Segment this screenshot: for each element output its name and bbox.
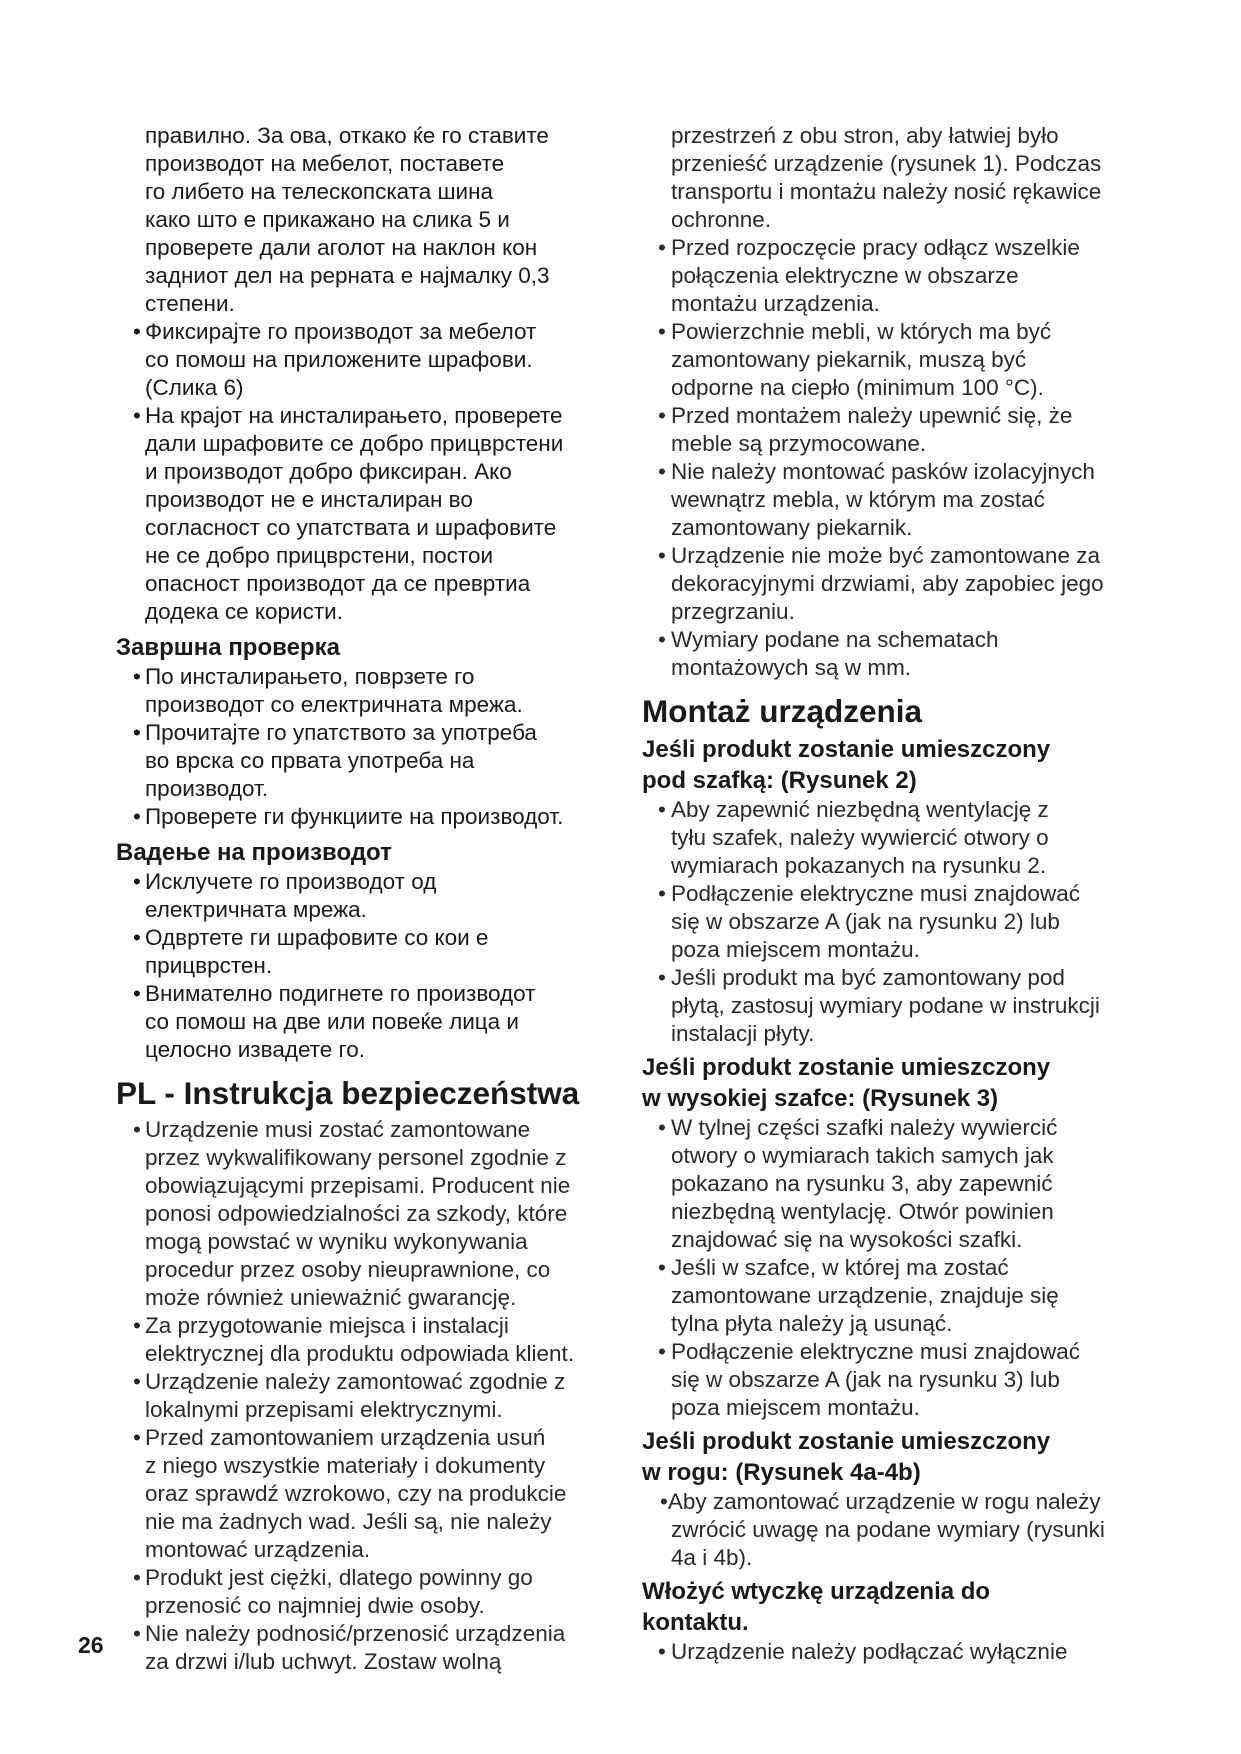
text-line: со помош на приложените шрафови. (145, 347, 533, 372)
right-column (642, 122, 1142, 1666)
text-line: otwory o wymiarach takich samych jak (671, 1143, 1054, 1168)
text-line: obowiązującymi przepisami. Producent nie (145, 1173, 571, 1198)
text-line: • Проверете ги функциите на производот. (145, 804, 564, 829)
text-line: zamontowane urządzenie, znajduje się (671, 1283, 1059, 1308)
text-line: elektrycznej dla produktu odpowiada klient. (145, 1341, 575, 1366)
heading-final-check: Завршна проверка (116, 634, 340, 661)
text-line: (Слика 6) (145, 375, 244, 400)
text-line: kontaktu. (642, 1609, 749, 1636)
text-line: Jeśli produkt zostanie umieszczony (642, 736, 1051, 763)
list-item (116, 1312, 636, 1368)
text-line: odporne na ciepło (minimum 100 °C). (671, 375, 1044, 400)
text-line: • Podłączenie elektryczne musi znajdować (671, 1339, 1080, 1364)
text-line: не се добро прицврстени, постои (145, 543, 494, 568)
list-item (116, 924, 636, 980)
text-line: Jeśli produkt zostanie umieszczony (642, 1054, 1051, 1081)
text-line: дали шрафовите се добро прицврстени (145, 431, 564, 456)
text-line: nie ma żadnych wad. Jeśli są, nie należy (145, 1509, 552, 1534)
text-line: производот со електричната мрежа. (145, 692, 523, 717)
text-line: tyłu szafek, należy wywiercić otwory o (671, 825, 1049, 850)
text-line: • Urządzenie musi zostać zamontowane (145, 1117, 531, 1142)
text-line: przenosić co najmniej dwie osoby. (145, 1593, 485, 1618)
list-item (116, 980, 636, 1064)
text-line: wewnątrz mebla, w którym ma zostać (671, 487, 1045, 512)
left-column (116, 122, 636, 1676)
text-line: się w obszarze A (jak na rysunku 2) lub (671, 909, 1060, 934)
list-item (116, 868, 636, 924)
text-line: • По инсталирањето, поврзете го (145, 664, 475, 689)
list-item (642, 402, 1142, 458)
text-line: • Nie należy podnosić/przenosić urządzenia (145, 1621, 566, 1646)
text-line: Jeśli produkt zostanie umieszczony (642, 1428, 1051, 1455)
text-line: pod szafką: (Rysunek 2) (642, 767, 917, 794)
list-item (116, 1620, 636, 1676)
list-item (642, 1254, 1142, 1338)
text-line: transportu i montażu należy nosić rękawice (671, 179, 1102, 204)
text-line: • Wymiary podane na schematach (671, 627, 999, 652)
text-line: правилно. За ова, откако ќе го ставите (145, 123, 549, 148)
list-item (116, 1116, 636, 1312)
text-line: • Внимателно подигнете го производот (145, 981, 536, 1006)
heading-tall-cabinet (642, 1052, 1142, 1114)
text-line: zwrócić uwagę na podane wymiary (rysunki (671, 1517, 1105, 1542)
text-line: производот не е инсталиран во (145, 487, 473, 512)
text-line: się w obszarze A (jak na rysunku 3) lub (671, 1367, 1060, 1392)
text-line: pokazano na rysunku 3, aby zapewnić (671, 1171, 1053, 1196)
text-line: степени. (145, 291, 235, 316)
text-line: tylna płyta należy ją usunąć. (671, 1311, 953, 1336)
text-line: przestrzeń z obu stron, aby łatwiej było (671, 123, 1059, 148)
text-line: montażu urządzenia. (671, 291, 880, 316)
text-line: во врска со првата употреба на (145, 748, 475, 773)
text-line: • Исклучете го производот од (145, 869, 437, 894)
text-line: и производот добро фиксиран. Ако (145, 459, 512, 484)
list-item (116, 318, 636, 402)
text-line: како што е прикажано на слика 5 и (145, 207, 510, 232)
text-line: согласност со упатствата и шрафовите (145, 515, 557, 540)
text-line: poza miejscem montażu. (671, 937, 920, 962)
list-item (642, 234, 1142, 318)
text-line: montować urządzenia. (145, 1537, 371, 1562)
list-item (116, 1564, 636, 1620)
text-line: przegrzaniu. (671, 599, 795, 624)
heading-removal: Вадење на производот (116, 839, 392, 866)
text-line: zamontowany piekarnik, muszą być (671, 347, 1027, 372)
text-line: za drzwi i/lub uchwyt. Zostaw wolną (145, 1649, 502, 1674)
text-line: задниот дел на рерната е најмалку 0,3 (145, 263, 550, 288)
text-line: проверете дали аголот на наклон кон (145, 235, 538, 260)
text-line: • Urządzenie należy zamontować zgodnie z (145, 1369, 566, 1394)
text-line: • Jeśli w szafce, w której ma zostać (671, 1255, 1009, 1280)
text-line: •Aby zamontować urządzenie w rogu należy (660, 1489, 1101, 1514)
text-line: znajdować się na wysokości szafki. (671, 1227, 1023, 1252)
text-line: w wysokiej szafce: (Rysunek 3) (642, 1085, 999, 1112)
text-line: • Za przygotowanie miejsca i instalacji (145, 1313, 509, 1338)
list-item (642, 458, 1142, 542)
page-number: 26 (78, 1632, 104, 1658)
text-line: może również unieważnić gwarancję. (145, 1285, 517, 1310)
text-line: • Одвртете ги шрафовите со кои е (145, 925, 489, 950)
text-line: • Фиксирајте го производот за мебелот (145, 319, 537, 344)
corner-paragraph (642, 1488, 1142, 1572)
text-line: połączenia elektryczne w obszarze (671, 263, 1019, 288)
list-item (642, 880, 1142, 964)
intro-paragraph-mk (116, 122, 636, 318)
list-item (642, 626, 1142, 682)
text-line: додека се користи. (145, 599, 343, 624)
text-line: w rogu: (Rysunek 4a-4b) (642, 1459, 921, 1486)
text-line: 4a i 4b). (671, 1545, 753, 1570)
text-line: • Urządzenie nie może być zamontowane za (671, 543, 1100, 568)
text-line: meble są przymocowane. (671, 431, 927, 456)
text-line: Włożyć wtyczkę urządzenia do (642, 1578, 991, 1605)
text-line: • Przed zamontowaniem urządzenia usuń (145, 1425, 546, 1450)
text-line: ochronne. (671, 207, 772, 232)
text-line: poza miejscem montażu. (671, 1395, 920, 1420)
text-line: płytą, zastosuj wymiary podane w instrukcji (671, 993, 1100, 1018)
text-line: го либето на телескопската шина (145, 179, 494, 204)
text-line: wymiarach pokazanych na rysunku 2. (671, 853, 1047, 878)
list-item (116, 1424, 636, 1564)
pl-section (116, 1116, 636, 1676)
text-line: • Przed rozpoczęcie pracy odłącz wszelkie (671, 235, 1080, 260)
heading-pl-safety: PL - Instrukcja bezpieczeństwa (116, 1075, 580, 1111)
text-line: • Powierzchnie mebli, w których ma być (671, 319, 1052, 344)
list-item (116, 719, 636, 803)
text-line: • W tylnej części szafki należy wywiercić (671, 1115, 1058, 1140)
text-line: опасност производот да се превртиа (145, 571, 531, 596)
text-line: производот на мебелот, поставете (145, 151, 505, 176)
text-line: со помош на две или повеќе лица и (145, 1009, 519, 1034)
text-line: производот. (145, 776, 269, 801)
list-item (116, 803, 636, 831)
text-line: oraz sprawdź wzrokowo, czy na produkcie (145, 1481, 567, 1506)
text-line: przez wykwalifikowany personel zgodnie z (145, 1145, 567, 1170)
heading-corner (642, 1426, 1142, 1488)
text-line: • Podłączenie elektryczne musi znajdować (671, 881, 1080, 906)
text-line: електричната мрежа. (145, 897, 367, 922)
list-item (642, 796, 1142, 880)
text-line: zamontowany piekarnik. (671, 515, 913, 540)
text-line: • Jeśli produkt ma być zamontowany pod (671, 965, 1065, 990)
intro-paragraph-pl (642, 122, 1142, 234)
text-line: ponosi odpowiedzialności za szkody, które (145, 1201, 568, 1226)
list-item (116, 1368, 636, 1424)
text-line: dekoracyjnymi drzwiami, aby zapobiec jego (671, 571, 1104, 596)
text-line: • Прочитајте го упатството за употреба (145, 720, 537, 745)
text-line: instalacji płyty. (671, 1021, 815, 1046)
text-line: • Produkt jest ciężki, dlatego powinny go (145, 1565, 533, 1590)
text-line: • Aby zapewnić niezbędną wentylację z (671, 797, 1049, 822)
list-item (642, 1114, 1142, 1254)
text-line: целосно извадете го. (145, 1037, 366, 1062)
text-line: прицврстен. (145, 953, 273, 978)
text-line: mogą powstać w wyniku wykonywania (145, 1229, 528, 1254)
text-line: • Nie należy montować pasków izolacyjnych (671, 459, 1095, 484)
list-item (642, 964, 1142, 1048)
list-item (642, 318, 1142, 402)
text-line: • На крајот на инсталирањето, проверете (145, 403, 563, 428)
text-line: montażowych są w mm. (671, 655, 912, 680)
list-item (116, 663, 636, 719)
heading-plug-in (642, 1576, 1142, 1638)
text-line: lokalnymi przepisami elektrycznymi. (145, 1397, 503, 1422)
list-item (642, 1338, 1142, 1422)
heading-mounting: Montaż urządzenia (642, 693, 923, 729)
list-item (116, 402, 636, 626)
text-line: procedur przez osoby nieuprawnione, co (145, 1257, 551, 1282)
text-line: niezbędną wentylację. Otwór powinien (671, 1199, 1054, 1224)
list-item (642, 542, 1142, 626)
text-line: z niego wszystkie materiały i dokumenty (145, 1453, 546, 1478)
text-line: • Przed montażem należy upewnić się, że (671, 403, 1073, 428)
list-item (642, 1638, 1142, 1666)
text-line: • Urządzenie należy podłączać wyłącznie (671, 1639, 1068, 1664)
text-line: przenieść urządzenie (rysunek 1). Podczas (671, 151, 1102, 176)
heading-under-cabinet (642, 734, 1142, 796)
